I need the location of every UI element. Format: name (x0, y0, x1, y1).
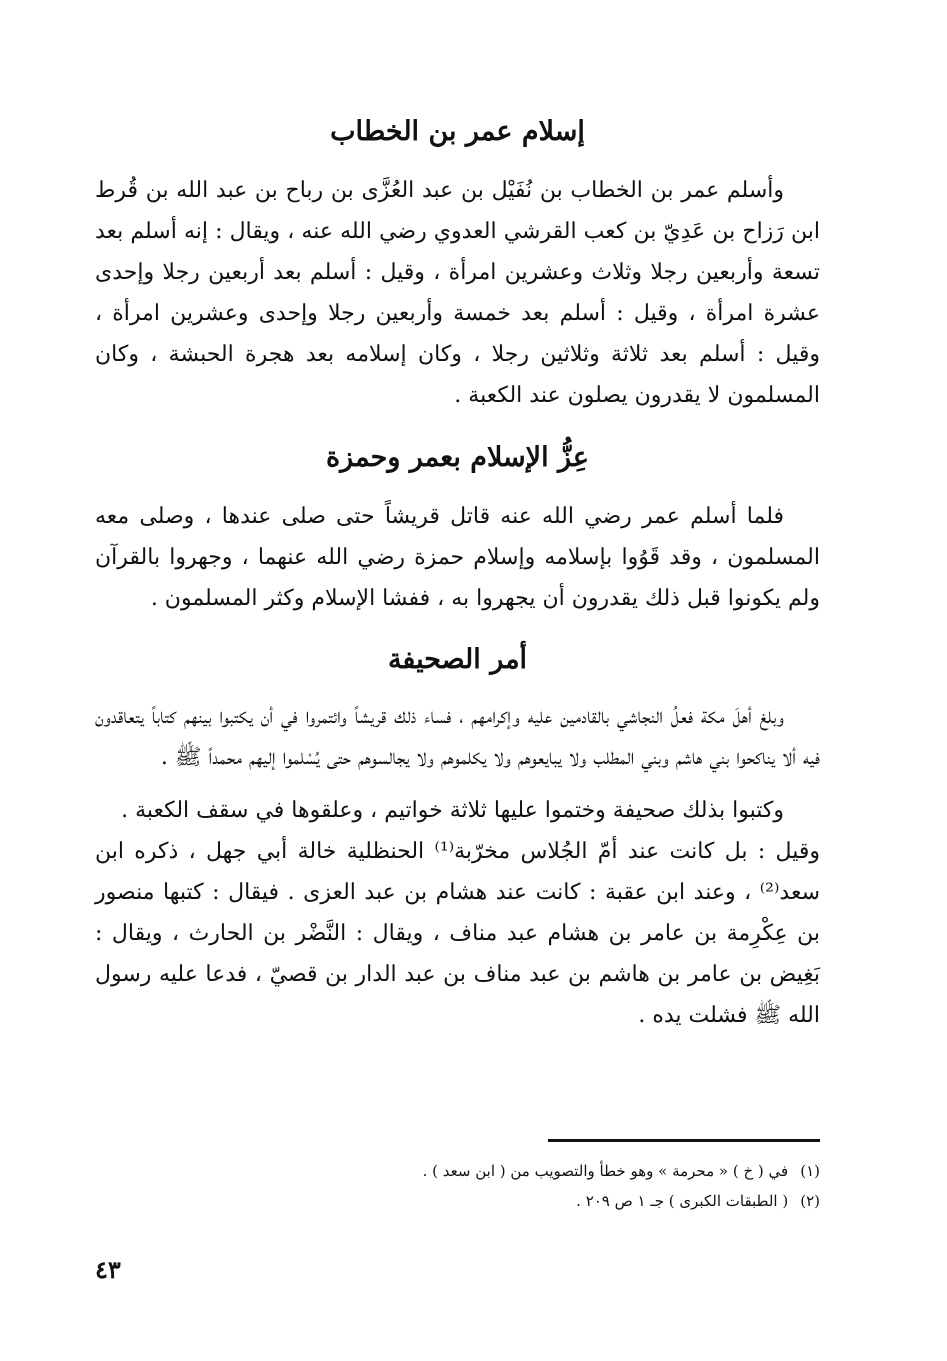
footnote-text: في ( خ ) « محرمة » وهو خطأ والتصويب من ( ابن سعد ) . (422, 1162, 789, 1180)
section-title-sahifa: أمر الصحيفة (387, 644, 528, 675)
footnote-text: ( الطبقات الكبرى ) جـ ١ ص ٢٠٩ . (576, 1192, 789, 1210)
paragraph: فلما أسلم عمر رضي الله عنه قاتل قريشاً حتى صلى عندها ، وصلى معه المسلمون ، وقد قَوُوا بإسلامه وإسلام حمزة رضي الله عنهما ، وجهروا بالقرآن ولم يكونوا قبل ذلك يقدرون أن يجهروا به ، ففشا الإسلام وكثر المسلمون . (95, 504, 820, 611)
section-body-umar-islam (95, 170, 820, 416)
section-title-glory-of-islam: عِزُّ الإسلام بعمر وحمزة (326, 442, 589, 473)
paragraph: وأسلم عمر بن الخطاب بن نُفَيْل بن عبد العُزَّى بن رباح بن عبد الله بن قُرط ابن رَزاح بن عَدِيّ بن كعب القرشي العدوي رضي الله عنه ، ويقال : إنه أسلم بعد تسعة وأربعين رجلا وثلاث وعشرين امرأة ، وقيل : أسلم بعد أربعين رجلا وإحدى عشرة امرأة ، وقيل : أسلم بعد خمسة وأربعين رجلا وإحدى وعشرين امرأة ، وقيل : أسلم بعد ثلاثة وثلاثين رجلا ، وكان إسلامه بعد هجرة الحبشة ، وكان المسلمون لا يقدرون يصلون عند الكعبة . (95, 178, 820, 408)
footnotes (95, 1156, 820, 1216)
section-title-umar-islam: إسلام عمر بن الخطاب (330, 116, 585, 147)
section-body-sahifa (95, 696, 820, 1036)
footnote-number: (١) (800, 1162, 820, 1180)
footnote-1 (95, 1156, 820, 1186)
paragraph: وقيل : بل كانت عند أمّ الجُلاس مخرّبة⁽¹⁾ الحنظلية خالة أبي جهل ، ذكره ابن سعد⁽²⁾ ، وعند ابن عقبة : كانت عند هشام بن عبد العزى . فيقال : كتبها منصور بن عِكْرِمة بن عامر بن هشام عبد مناف ، ويقال : النَّضْر بن الحارث ، ويقال : بَغِيض بن عامر بن هاشم بن عبد مناف بن عبد الدار بن قصيّ ، فدعا عليه رسول الله ﷺ فشلت يده . (95, 839, 820, 1028)
section-body-glory-of-islam (95, 496, 820, 619)
footnote-number: (٢) (800, 1192, 820, 1210)
paragraph: وكتبوا بذلك صحيفة وختموا عليها ثلاثة خواتيم ، وعلقوها في سقف الكعبة . (121, 798, 784, 823)
page-number: ٤٣ (95, 1255, 121, 1284)
footnote-2 (95, 1186, 820, 1216)
footnote-separator (548, 1139, 820, 1142)
paragraph: وبلغ أهلَ مكة فعلُ النجاشي بالقادمين عليه وإكرامهم ، فساء ذلك قريشاً وائتمروا في أن يكتبوا بينهم كتاباً يتعاقدون فيه ألا يناكحوا بني هاشم وبني المطلب ولا يبايعوهم ولا يكلموهم ولا يجالسوهم حتى يُسْلموا إليهم محمداً ﷺ . (95, 704, 820, 770)
